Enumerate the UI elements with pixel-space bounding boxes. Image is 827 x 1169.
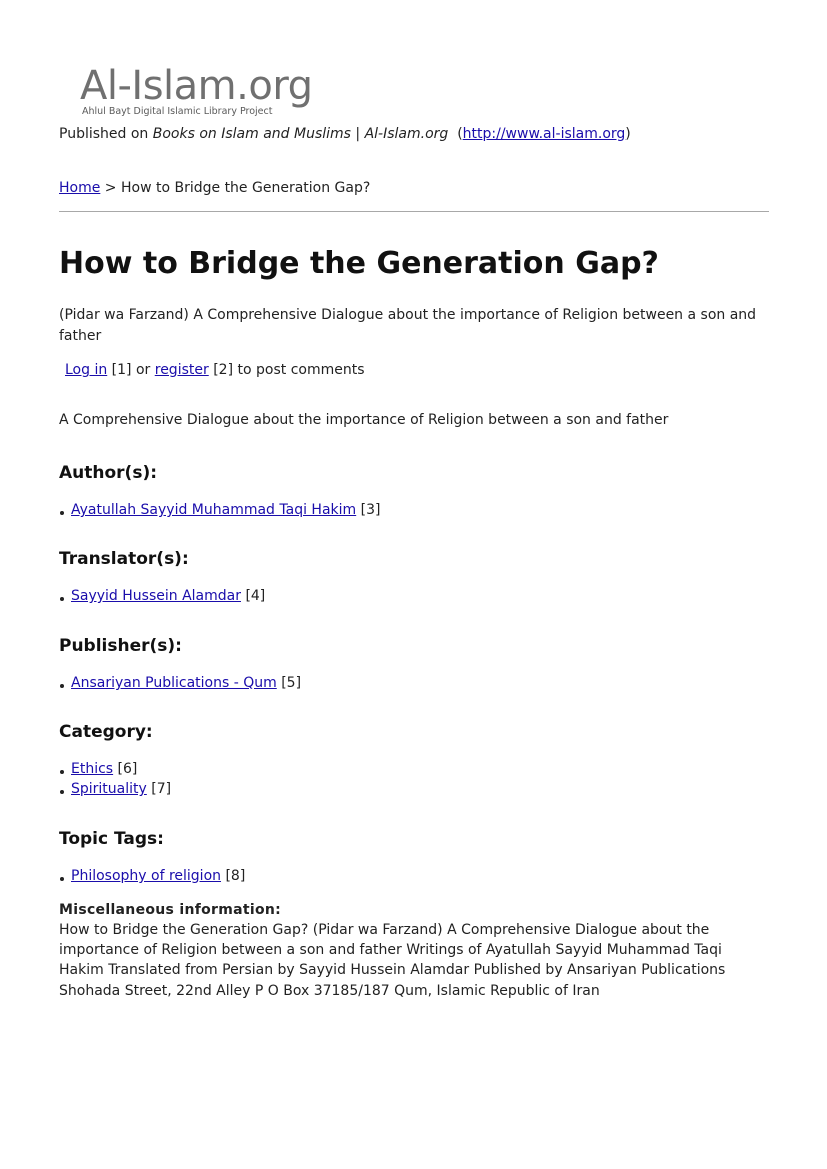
misc-heading: Miscellaneous information:	[59, 902, 282, 918]
list-item	[59, 586, 265, 606]
topic-tags-heading: Topic Tags:	[59, 829, 164, 849]
breadcrumb-separator: >	[104, 180, 117, 196]
authors-list	[59, 500, 380, 520]
authors-heading: Author(s):	[59, 463, 158, 483]
author-ref: [3]	[360, 502, 381, 518]
translators-heading: Translator(s):	[59, 549, 189, 569]
breadcrumb-current: How to Bridge the Generation Gap?	[120, 180, 371, 196]
misc-text: How to Bridge the Generation Gap? (Pidar wa Farzand) A Comprehensive Dialogue about the importance of Religion between a son and father Writings of Ayatullah Sayyid Muhammad Taqi Hakim Translated from Persian by Sayyid Hussein Alamdar Published by Ansariyan Publications Shohada Street, 22nd Alley P O Box 37185/187 Qum, Islamic Republic of Iran	[59, 922, 726, 999]
register-link[interactable]: register	[154, 362, 209, 378]
publishers-heading: Publisher(s):	[59, 636, 182, 656]
list-item	[59, 500, 380, 520]
header-divider	[59, 211, 769, 212]
author-link[interactable]: Ayatullah Sayyid Muhammad Taqi Hakim	[71, 502, 357, 518]
translator-ref: [4]	[245, 588, 266, 604]
translator-link[interactable]: Sayyid Hussein Alamdar	[71, 588, 241, 604]
list-item	[59, 673, 301, 693]
category-heading: Category:	[59, 722, 153, 742]
breadcrumb-home-link[interactable]: Home	[59, 180, 101, 196]
logo-wordmark-a: Al-	[80, 63, 132, 109]
logo-wordmark-b: Islam.org	[131, 63, 313, 109]
logo-wordmark	[80, 64, 312, 108]
logo-tagline: Ahlul Bayt Digital Islamic Library Project	[82, 106, 273, 117]
category-list	[59, 759, 171, 799]
topic-tag-ref: [8]	[225, 868, 246, 884]
login-or: or	[135, 362, 151, 378]
translators-list	[59, 586, 265, 606]
publishers-list	[59, 673, 301, 693]
site-logo[interactable]	[80, 64, 320, 120]
published-prefix: Published on	[59, 126, 149, 142]
register-ref: [2]	[213, 362, 234, 378]
breadcrumb	[59, 178, 370, 198]
page-title: How to Bridge the Generation Gap?	[59, 246, 659, 281]
published-line	[59, 124, 631, 144]
topic-tag-link[interactable]: Philosophy of religion	[71, 868, 222, 884]
list-item	[59, 759, 171, 779]
login-suffix: to post comments	[237, 362, 365, 378]
page-subtitle: (Pidar wa Farzand) A Comprehensive Dialogue about the importance of Religion between a son and father	[59, 307, 757, 344]
publisher-ref: [5]	[281, 675, 302, 691]
category-link-spirituality[interactable]: Spirituality	[71, 781, 147, 797]
published-url-open: (	[457, 126, 463, 142]
published-site: Books on Islam and Muslims | Al-Islam.org	[152, 126, 449, 142]
category-link-ethics[interactable]: Ethics	[71, 761, 114, 777]
login-link[interactable]: Log in	[65, 362, 108, 378]
login-ref: [1]	[111, 362, 132, 378]
category-ref: [6]	[117, 761, 138, 777]
login-prompt	[65, 360, 365, 380]
list-item	[59, 779, 171, 799]
published-url-close: )	[625, 126, 631, 142]
book-description: A Comprehensive Dialogue about the importance of Religion between a son and father	[59, 412, 669, 428]
published-url-link[interactable]: http://www.al-islam.org	[462, 126, 626, 142]
publisher-link[interactable]: Ansariyan Publications - Qum	[71, 675, 277, 691]
category-ref: [7]	[151, 781, 172, 797]
list-item	[59, 866, 245, 886]
topic-tags-list	[59, 866, 245, 886]
